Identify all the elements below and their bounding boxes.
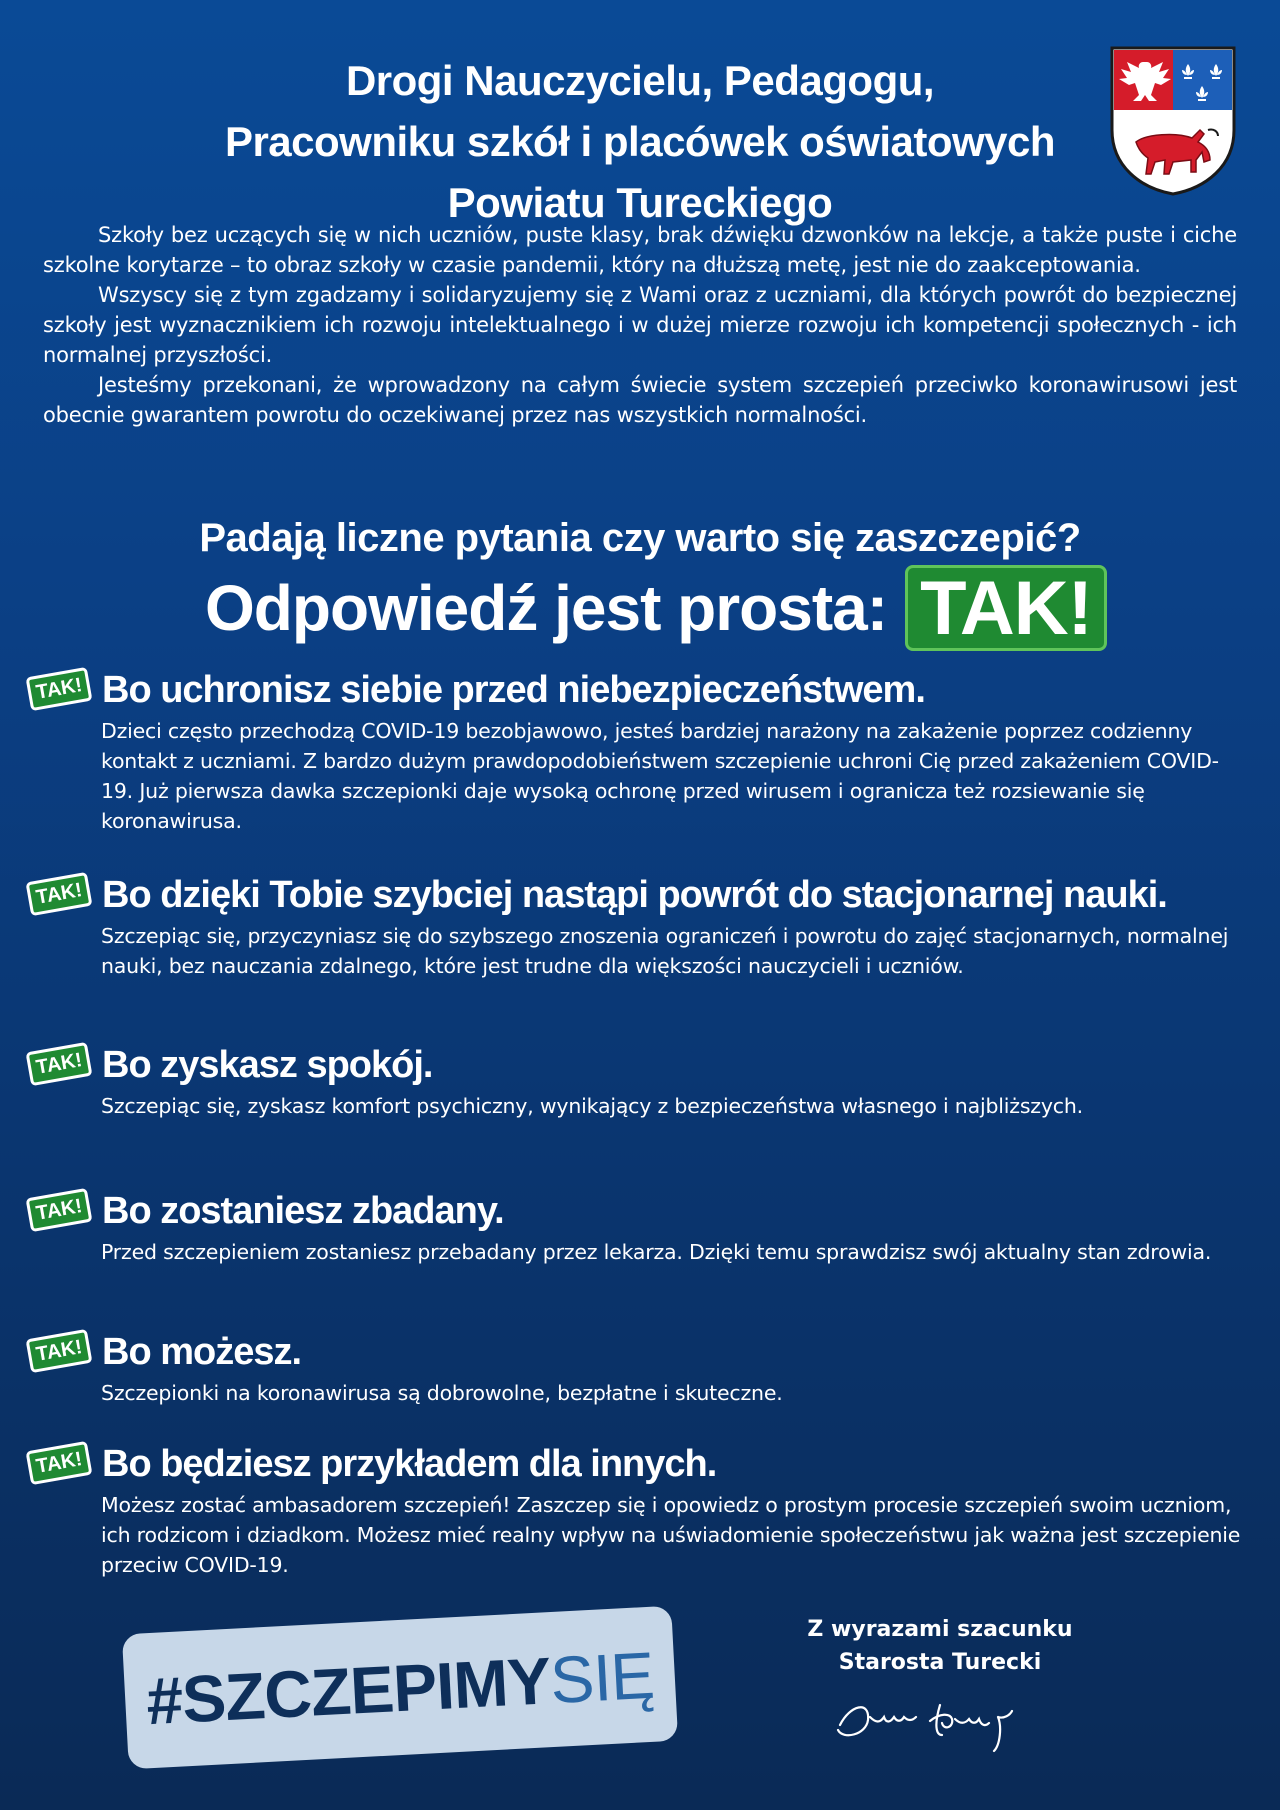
reason-title: Bo uchronisz siebie przed niebezpieczeństwem. [102,669,925,711]
signoff [740,1613,1140,1679]
hashtag-part-1: #SZCZEPIMY [144,1642,553,1738]
reason-text: Szczepiąc się, przyczyniasz się do szybszego znoszenia ograniczeń i powrotu do zajęć stacjonarnych, normalnej nauki, bez nauczania zdalnego, które jest trudne dla większości nauczycieli i uczniów. [101,924,1229,978]
tak-badge: TAK! [26,1441,93,1485]
reason-title: Bo będziesz przykładem dla innych. [102,1443,717,1485]
answer-heading [205,565,1107,650]
hashtag-part-2: SIĘ [548,1637,656,1717]
header-line-1: Drogi Nauczycielu, Pedagogu, [345,57,935,104]
reason-title: Bo możesz. [102,1331,302,1373]
question-heading: Padają liczne pytania czy warto się zaszczepić? [199,516,1081,560]
header [160,50,1120,233]
intro-text [43,220,1237,430]
answer-text: Odpowiedź jest prosta: [205,571,888,644]
intro-paragraph: Wszyscy się z tym zgadzamy i solidaryzujemy się z Wami oraz z uczniami, dla których powrót do bezpiecznej szkoły jest wyznacznikiem ich rozwoju intelektualnego i w dużej mierze rozwoju ich kompetencji społecznych - ich normalnej przyszłości. [43,283,1237,367]
tak-highlight: TAK! [905,565,1107,651]
reason-title: Bo dzięki Tobie szybciej nastąpi powrót do stacjonarnej nauki. [102,874,1167,916]
tak-badge: TAK! [26,1329,93,1373]
intro-paragraph: Szkoły bez uczących się w nich uczniów, puste klasy, brak dźwięku dzwonków na lekcje, a także puste i ciche szkolne korytarze – to obraz szkoły w czasie pandemii, który na dłuższą metę, jest nie do zaakceptowania. [43,223,1237,277]
header-line-3: Powiatu Tureckiego [447,179,833,226]
tak-badge: TAK! [26,1188,93,1232]
tak-badge: TAK! [26,667,93,711]
reason-text: Dzieci często przechodzą COVID-19 bezobjawowo, jesteś bardziej narażony na zakażenie poprzez codzienny kontakt z uczniami. Z bardzo dużym prawdopodobieństwem szczepienie uchroni Cię przed zakażeniem COVID-19. Już pierwsza dawka szczepionki daje wysoką ochronę przed wirusem i ogranicza też rozsiewanie się koronawirusa. [101,719,1219,833]
reason-title: Bo zyskasz spokój. [102,1044,433,1086]
signature-icon [830,1685,1060,1755]
reason-text: Szczepionki na koronawirusa są dobrowolne, bezpłatne i skuteczne. [101,1381,783,1405]
intro-paragraph: Jesteśmy przekonani, że wprowadzony na całym świecie system szczepień przeciwko koronawirusowi jest obecnie gwarantem powrotu do oczekiwanej przez nas wszystkich normalności. [43,373,1237,427]
reason-text: Przed szczepieniem zostaniesz przebadany przez lekarza. Dzięki temu sprawdzisz swój aktualny stan zdrowia. [101,1240,1212,1264]
reason-title: Bo zostaniesz zbadany. [102,1190,504,1232]
header-line-2: Pracowniku szkół i placówek oświatowych [224,118,1056,165]
hashtag-logo [122,1606,678,1770]
tak-badge: TAK! [26,872,93,916]
signoff-line-1: Z wyrazami szacunku [807,1617,1073,1642]
reason-text: Szczepiąc się, zyskasz komfort psychiczny, wynikający z bezpieczeństwa własnego i najbliższych. [101,1094,1083,1118]
coat-of-arms-icon [1108,44,1238,196]
signoff-line-2: Starosta Turecki [838,1650,1042,1675]
reason-text: Możesz zostać ambasadorem szczepień! Zaszczep się i opowiedz o prostym procesie szczepień swoim uczniom, ich rodzicom i dziadkom. Możesz mieć realny wpływ na uświadomienie społeczeństwu jak ważna jest szczepienie przeciw COVID-19. [101,1493,1241,1577]
tak-badge: TAK! [26,1042,93,1086]
